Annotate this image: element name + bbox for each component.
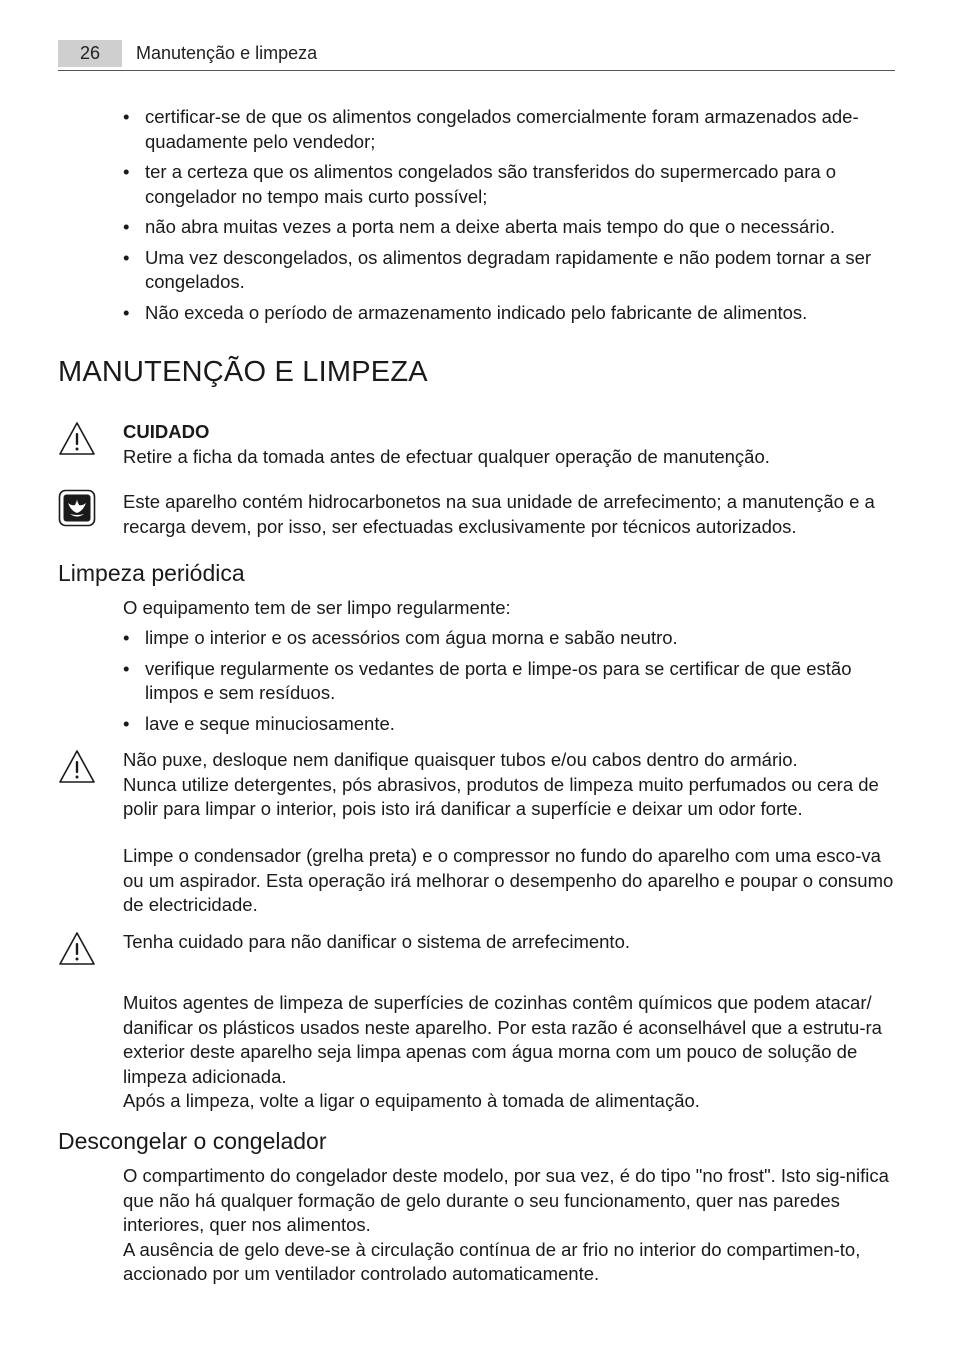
subsection-title-defrost: Descongelar o congelador bbox=[58, 1128, 327, 1154]
paragraph-text: Após a limpeza, volte a ligar o equipamento à tomada de alimentação. bbox=[123, 1090, 700, 1111]
warning-cooling-system: Tenha cuidado para não danificar o sistema de arrefecimento. bbox=[123, 931, 630, 952]
warning-line: Não puxe, desloque nem danifique quaisquer tubos e/ou cabos dentro do armário. bbox=[123, 749, 798, 770]
paragraph-text: O compartimento do congelador deste modelo, por sua vez, é do tipo "no frost". Isto sig-nifica que não há qualquer formação de gelo durante o seu funcionamento, quer nas paredes interiores, quer nos alimentos. bbox=[123, 1165, 889, 1235]
list-item: • Uma vez descongelados, os alimentos degradam rapidamente e não podem tornar a ser congelados. bbox=[123, 246, 872, 292]
environment-note: Este aparelho contém hidrocarbonetos na sua unidade de arrefecimento; a manutenção e a recarga devem, por isso, ser efectuadas exclusivamente por técnicos autorizados. bbox=[123, 491, 875, 537]
subsection-title-periodic: Limpeza periódica bbox=[58, 560, 245, 586]
list-item: • não abra muitas vezes a porta nem a deixe aberta mais tempo do que o necessário. bbox=[123, 216, 836, 237]
list-item-text: Uma vez descongelados, os alimentos degradam rapidamente e não podem tornar a ser congelados. bbox=[145, 246, 872, 292]
list-item: • ter a certeza que os alimentos congelados são transferidos do supermercado para o congelador no tempo mais curto possível; bbox=[123, 161, 837, 207]
list-item-text: verifique regularmente os vedantes de porta e limpe-os para se certificar de que estão limpos e sem resíduos. bbox=[145, 657, 852, 703]
list-item-text: não abra muitas vezes a porta nem a deixe aberta mais tempo do que o necessário. bbox=[145, 216, 836, 237]
warning-triangle-icon bbox=[58, 420, 96, 458]
environment-icon bbox=[58, 489, 96, 527]
list-item: • limpe o interior e os acessórios com água morna e sabão neutro. bbox=[123, 627, 678, 648]
caution-heading: CUIDADO bbox=[123, 421, 210, 442]
warning-block-tubes bbox=[123, 748, 898, 822]
list-item: • Não exceda o período de armazenamento indicado pelo fabricante de alimentos. bbox=[123, 301, 808, 323]
warning-triangle-icon bbox=[58, 748, 96, 786]
cleaning-agents-paragraph bbox=[123, 991, 898, 1114]
periodic-intro: O equipamento tem de ser limpo regularmente: bbox=[123, 597, 511, 618]
warning-line: Nunca utilize detergentes, pós abrasivos, produtos de limpeza muito perfumados ou cera de polir para limpar o interior, pois isto irá danificar a superfície e deixar um odor forte. bbox=[123, 773, 879, 819]
paragraph-text: A ausência de gelo deve-se à circulação contínua de ar frio no interior do compartimen-to, accionado por um ventilador controlado automaticamente. bbox=[123, 1238, 861, 1284]
caution-block bbox=[123, 420, 898, 469]
section-title: MANUTENÇÃO E LIMPEZA bbox=[58, 356, 428, 388]
intro-bullet-list bbox=[123, 105, 898, 325]
list-item-text: ter a certeza que os alimentos congelados são transferidos do supermercado para o congelador no tempo mais curto possível; bbox=[145, 161, 837, 207]
list-item-text: limpe o interior e os acessórios com água morna e sabão neutro. bbox=[145, 627, 678, 648]
periodic-bullet-list bbox=[123, 626, 898, 736]
list-item: • certificar-se de que os alimentos congelados comercialmente foram armazenados ade-quadamente pelo vendedor; bbox=[123, 106, 859, 152]
warning-triangle-icon bbox=[58, 930, 96, 968]
list-item: • verifique regularmente os vedantes de porta e limpe-os para se certificar de que estão limpos e sem resíduos. bbox=[123, 657, 852, 703]
page-header bbox=[58, 40, 895, 71]
list-item-text: lave e seque minuciosamente. bbox=[145, 712, 395, 734]
page-number: 26 bbox=[58, 40, 122, 67]
condenser-paragraph: Limpe o condensador (grelha preta) e o compressor no fundo do aparelho com uma esco-va ou um aspirador. Esta operação irá melhorar o desempenho do aparelho e poupar o consumo de electricidade. bbox=[123, 845, 894, 915]
running-title: Manutenção e limpeza bbox=[136, 43, 318, 63]
list-item-text: Não exceda o período de armazenamento indicado pelo fabricante de alimentos. bbox=[145, 301, 808, 323]
list-item-text: certificar-se de que os alimentos congelados comercialmente foram armazenados ade-quadamente pelo vendedor; bbox=[145, 106, 859, 152]
defrost-paragraph bbox=[123, 1164, 898, 1287]
list-item: • lave e seque minuciosamente. bbox=[123, 712, 395, 734]
caution-text: Retire a ficha da tomada antes de efectuar qualquer operação de manutenção. bbox=[123, 445, 770, 467]
paragraph-text: Muitos agentes de limpeza de superfícies de cozinhas contêm químicos que podem atacar/ danificar os plásticos usados neste aparelho. Por esta razão é aconselhável que a estrutu-ra exterior deste aparelho seja limpa apenas com água morna com um pouco de solução de limpeza adicionada. bbox=[123, 992, 882, 1087]
